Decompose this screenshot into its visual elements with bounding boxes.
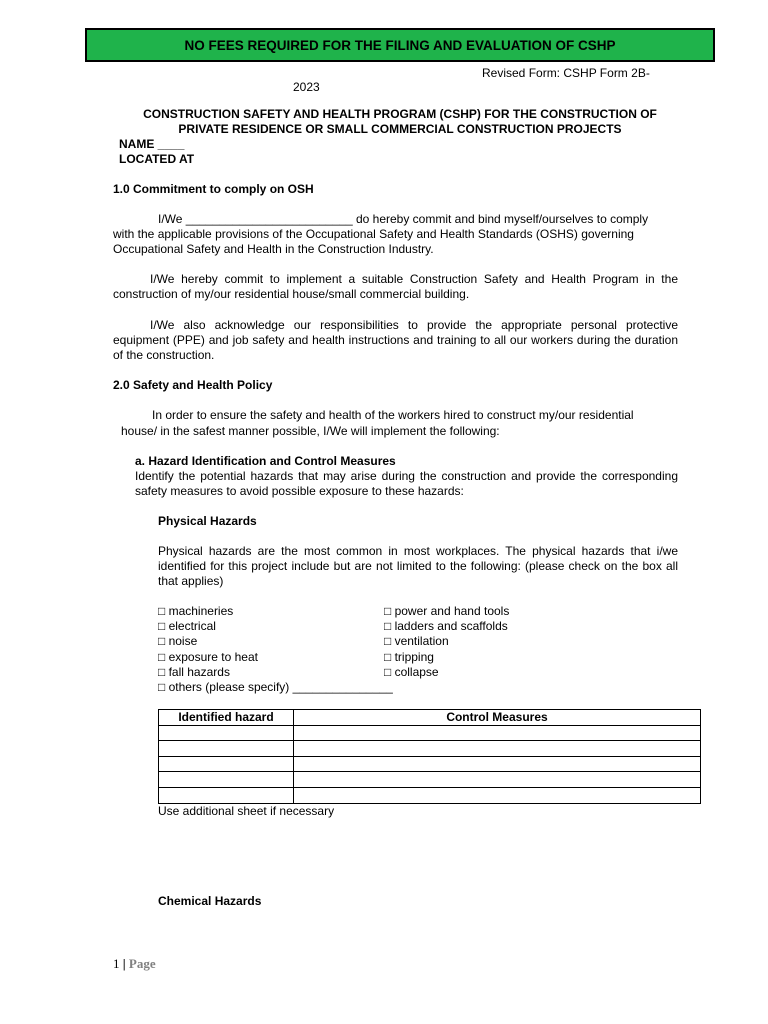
table-cell[interactable] [159, 756, 294, 772]
policy-intro-line-1: In order to ensure the safety and health of the workers hired to construct my/our residential [152, 408, 634, 422]
page-footer [113, 956, 156, 972]
physical-hazards-text: Physical hazards are the most common in most workplaces. The physical hazards that i/we identified for this project include but are not limited to the following: (please check on the box all that applies) [158, 544, 678, 588]
column-header-control-measures: Control Measures [294, 710, 701, 726]
located-at-label: LOCATED AT [119, 152, 195, 166]
table-cell[interactable] [294, 756, 701, 772]
checkbox-machineries[interactable]: □ machineries [158, 604, 234, 618]
checkbox-tripping[interactable]: □ tripping [384, 649, 434, 664]
hazard-control-table [158, 709, 701, 804]
table-cell[interactable] [294, 725, 701, 741]
checkbox-power-hand-tools[interactable]: □ power and hand tools [384, 604, 510, 618]
section-1-heading: 1.0 Commitment to comply on OSH [113, 182, 314, 196]
document-title-line2: PRIVATE RESIDENCE OR SMALL COMMERCIAL CONSTRUCTION PROJECTS [178, 122, 622, 136]
checkbox-collapse[interactable]: □ collapse [384, 664, 439, 679]
page-label: Page [128, 956, 156, 971]
document-title-line1: CONSTRUCTION SAFETY AND HEALTH PROGRAM (CSHP) FOR THE CONSTRUCTION OF [143, 107, 657, 121]
table-row [159, 787, 701, 803]
revised-form-label: Revised Form: CSHP Form 2B- [482, 66, 650, 80]
no-fees-banner: NO FEES REQUIRED FOR THE FILING AND EVALUATION OF CSHP [85, 28, 715, 62]
checkbox-noise[interactable]: □ noise [158, 634, 198, 649]
hazard-checklist-right [384, 604, 509, 680]
table-cell[interactable] [294, 772, 701, 788]
name-field-label: NAME ____ [119, 137, 185, 151]
revised-form-year: 2023 [293, 80, 320, 94]
commitment-paragraph-3: I/We also acknowledge our responsibilities to provide the appropriate personal protective equipment (PPE) and job safety and health instructions and training to all our workers during the duration of the construction. [113, 318, 678, 362]
checkbox-ladders-scaffolds[interactable]: □ ladders and scaffolds [384, 619, 508, 634]
additional-sheet-note: Use additional sheet if necessary [158, 804, 335, 818]
table-cell[interactable] [159, 741, 294, 757]
table-row [159, 725, 701, 741]
checkbox-exposure-to-heat[interactable]: □ exposure to heat [158, 649, 258, 664]
hazard-identification-text: Identify the potential hazards that may arise during the construction and provide the corresponding safety measures to avoid possible exposure to these hazards: [135, 469, 678, 498]
chemical-hazards-heading: Chemical Hazards [158, 894, 262, 908]
commitment-paragraph-2: I/We hereby commit to implement a suitable Construction Safety and Health Program in the construction of my/our residential house/small commercial building. [113, 272, 678, 301]
table-header-row [159, 710, 701, 726]
section-2-heading: 2.0 Safety and Health Policy [113, 378, 273, 392]
table-cell[interactable] [159, 772, 294, 788]
checkbox-fall-hazards[interactable]: □ fall hazards [158, 664, 230, 679]
hazard-identification-heading: a. Hazard Identification and Control Measures [135, 454, 396, 468]
column-header-identified-hazard: Identified hazard [159, 710, 294, 726]
commitment-line-3: Occupational Safety and Health in the Construction Industry. [113, 242, 434, 256]
commitment-line-2: with the applicable provisions of the Occupational Safety and Health Standards (OSHS) governing [113, 227, 634, 241]
page-number: 1 [113, 956, 120, 971]
table-row [159, 772, 701, 788]
hazard-checklist-left [158, 604, 393, 695]
table-cell[interactable] [159, 725, 294, 741]
policy-intro-line-2: house/ in the safest manner possible, I/We will implement the following: [121, 424, 500, 438]
checkbox-ventilation[interactable]: □ ventilation [384, 634, 449, 649]
checkbox-electrical[interactable]: □ electrical [158, 619, 216, 634]
table-row [159, 756, 701, 772]
footer-separator: | [122, 956, 126, 971]
table-cell[interactable] [159, 787, 294, 803]
checkbox-others[interactable]: □ others (please specify) _______________ [158, 680, 393, 695]
table-cell[interactable] [294, 787, 701, 803]
physical-hazards-heading: Physical Hazards [158, 514, 257, 528]
commitment-line-1: I/We _________________________ do hereby commit and bind myself/ourselves to comply [158, 212, 649, 226]
table-cell[interactable] [294, 741, 701, 757]
table-row [159, 741, 701, 757]
